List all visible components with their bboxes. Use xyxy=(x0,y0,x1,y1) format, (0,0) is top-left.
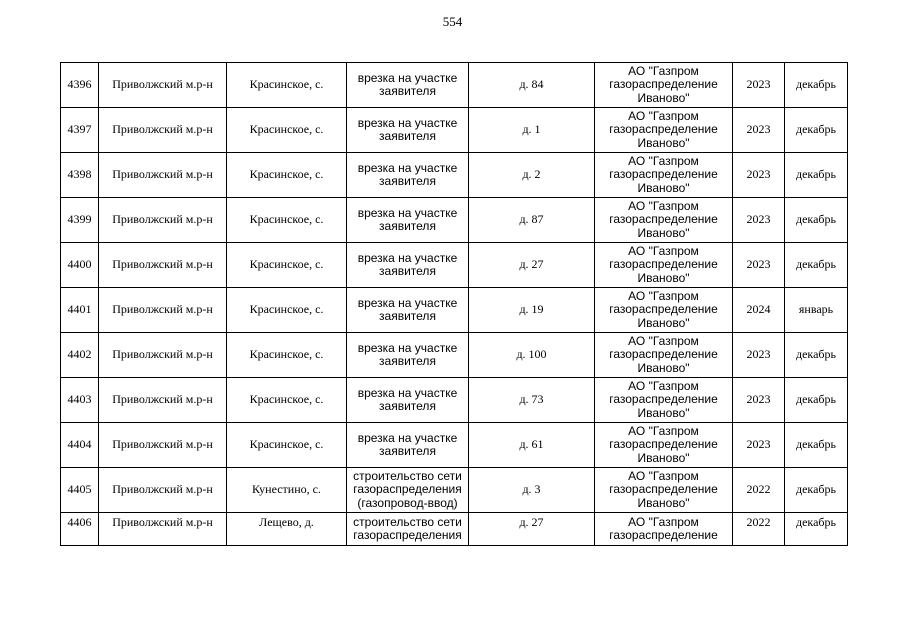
cell-number: 4396 xyxy=(61,63,99,108)
table-row xyxy=(61,288,848,333)
cell-locality: Красинское, с. xyxy=(227,63,347,108)
cell-month: декабрь xyxy=(785,243,848,288)
cell-district: Приволжский м.р-н xyxy=(99,288,227,333)
cell-address: д. 19 xyxy=(469,288,595,333)
cell-organization: АО "Газпром газораспределение Иваново" xyxy=(595,153,733,198)
cell-year: 2023 xyxy=(733,198,785,243)
cell-address: д. 27 xyxy=(469,513,595,546)
cell-organization: АО "Газпром газораспределение Иваново" xyxy=(595,378,733,423)
table-body xyxy=(61,63,848,546)
cell-number: 4401 xyxy=(61,288,99,333)
cell-year: 2023 xyxy=(733,243,785,288)
table-row xyxy=(61,108,848,153)
cell-year: 2023 xyxy=(733,378,785,423)
cell-organization: АО "Газпром газораспределение Иваново" xyxy=(595,63,733,108)
cell-organization: АО "Газпром газораспределение Иваново" xyxy=(595,423,733,468)
cell-locality: Красинское, с. xyxy=(227,153,347,198)
cell-organization: АО "Газпром газораспределение Иваново" xyxy=(595,468,733,513)
cell-district: Приволжский м.р-н xyxy=(99,108,227,153)
cell-work-type: врезка на участке заявителя xyxy=(347,153,469,198)
table-row xyxy=(61,243,848,288)
table-row xyxy=(61,63,848,108)
cell-address: д. 73 xyxy=(469,378,595,423)
cell-address: д. 87 xyxy=(469,198,595,243)
cell-organization: АО "Газпром газораспределение Иваново" xyxy=(595,243,733,288)
cell-district: Приволжский м.р-н xyxy=(99,198,227,243)
register-table xyxy=(60,62,848,546)
cell-organization: АО "Газпром газораспределение Иваново" xyxy=(595,198,733,243)
cell-month: декабрь xyxy=(785,423,848,468)
table-row xyxy=(61,333,848,378)
cell-locality: Красинское, с. xyxy=(227,108,347,153)
cell-work-type: врезка на участке заявителя xyxy=(347,243,469,288)
cell-month: декабрь xyxy=(785,378,848,423)
cell-month: декабрь xyxy=(785,513,848,546)
table-row xyxy=(61,378,848,423)
cell-address: д. 100 xyxy=(469,333,595,378)
cell-year: 2023 xyxy=(733,423,785,468)
table-row xyxy=(61,468,848,513)
cell-locality: Красинское, с. xyxy=(227,333,347,378)
cell-address: д. 84 xyxy=(469,63,595,108)
cell-district: Приволжский м.р-н xyxy=(99,243,227,288)
cell-month: январь xyxy=(785,288,848,333)
cell-address: д. 27 xyxy=(469,243,595,288)
cell-district: Приволжский м.р-н xyxy=(99,153,227,198)
cell-year: 2023 xyxy=(733,333,785,378)
cell-address: д. 1 xyxy=(469,108,595,153)
cell-address: д. 2 xyxy=(469,153,595,198)
table-row xyxy=(61,423,848,468)
cell-month: декабрь xyxy=(785,153,848,198)
cell-locality: Красинское, с. xyxy=(227,378,347,423)
cell-month: декабрь xyxy=(785,198,848,243)
cell-address: д. 3 xyxy=(469,468,595,513)
cell-locality: Красинское, с. xyxy=(227,423,347,468)
cell-address: д. 61 xyxy=(469,423,595,468)
cell-work-type: врезка на участке заявителя xyxy=(347,198,469,243)
cell-number: 4400 xyxy=(61,243,99,288)
cell-year: 2022 xyxy=(733,513,785,546)
page-number: 554 xyxy=(442,14,463,29)
cell-organization: АО "Газпром газораспределение xyxy=(595,513,733,546)
cell-number: 4397 xyxy=(61,108,99,153)
cell-year: 2023 xyxy=(733,108,785,153)
cell-organization: АО "Газпром газораспределение Иваново" xyxy=(595,288,733,333)
cell-number: 4403 xyxy=(61,378,99,423)
cell-month: декабрь xyxy=(785,468,848,513)
cell-work-type: строительство сети газораспределения (газопровод-ввод) xyxy=(347,468,469,513)
cell-district: Приволжский м.р-н xyxy=(99,333,227,378)
cell-year: 2024 xyxy=(733,288,785,333)
cell-work-type: врезка на участке заявителя xyxy=(347,423,469,468)
cell-number: 4402 xyxy=(61,333,99,378)
cell-month: декабрь xyxy=(785,333,848,378)
cell-district: Приволжский м.р-н xyxy=(99,378,227,423)
cell-locality: Красинское, с. xyxy=(227,288,347,333)
cell-district: Приволжский м.р-н xyxy=(99,63,227,108)
table-row xyxy=(61,198,848,243)
cell-month: декабрь xyxy=(785,63,848,108)
cell-locality: Кунестино, с. xyxy=(227,468,347,513)
cell-district: Приволжский м.р-н xyxy=(99,423,227,468)
cell-work-type: врезка на участке заявителя xyxy=(347,288,469,333)
table-row xyxy=(61,153,848,198)
cell-work-type: врезка на участке заявителя xyxy=(347,378,469,423)
cell-year: 2022 xyxy=(733,468,785,513)
cell-year: 2023 xyxy=(733,63,785,108)
table-row xyxy=(61,513,848,546)
cell-organization: АО "Газпром газораспределение Иваново" xyxy=(595,108,733,153)
cell-work-type: врезка на участке заявителя xyxy=(347,333,469,378)
cell-district: Приволжский м.р-н xyxy=(99,513,227,546)
cell-number: 4404 xyxy=(61,423,99,468)
cell-year: 2023 xyxy=(733,153,785,198)
cell-number: 4406 xyxy=(61,513,99,546)
cell-month: декабрь xyxy=(785,108,848,153)
cell-number: 4399 xyxy=(61,198,99,243)
cell-number: 4405 xyxy=(61,468,99,513)
cell-locality: Лещево, д. xyxy=(227,513,347,546)
cell-work-type: врезка на участке заявителя xyxy=(347,63,469,108)
cell-locality: Красинское, с. xyxy=(227,198,347,243)
cell-work-type: строительство сети газораспределения xyxy=(347,513,469,546)
cell-district: Приволжский м.р-н xyxy=(99,468,227,513)
cell-organization: АО "Газпром газораспределение Иваново" xyxy=(595,333,733,378)
cell-locality: Красинское, с. xyxy=(227,243,347,288)
cell-number: 4398 xyxy=(61,153,99,198)
cell-work-type: врезка на участке заявителя xyxy=(347,108,469,153)
